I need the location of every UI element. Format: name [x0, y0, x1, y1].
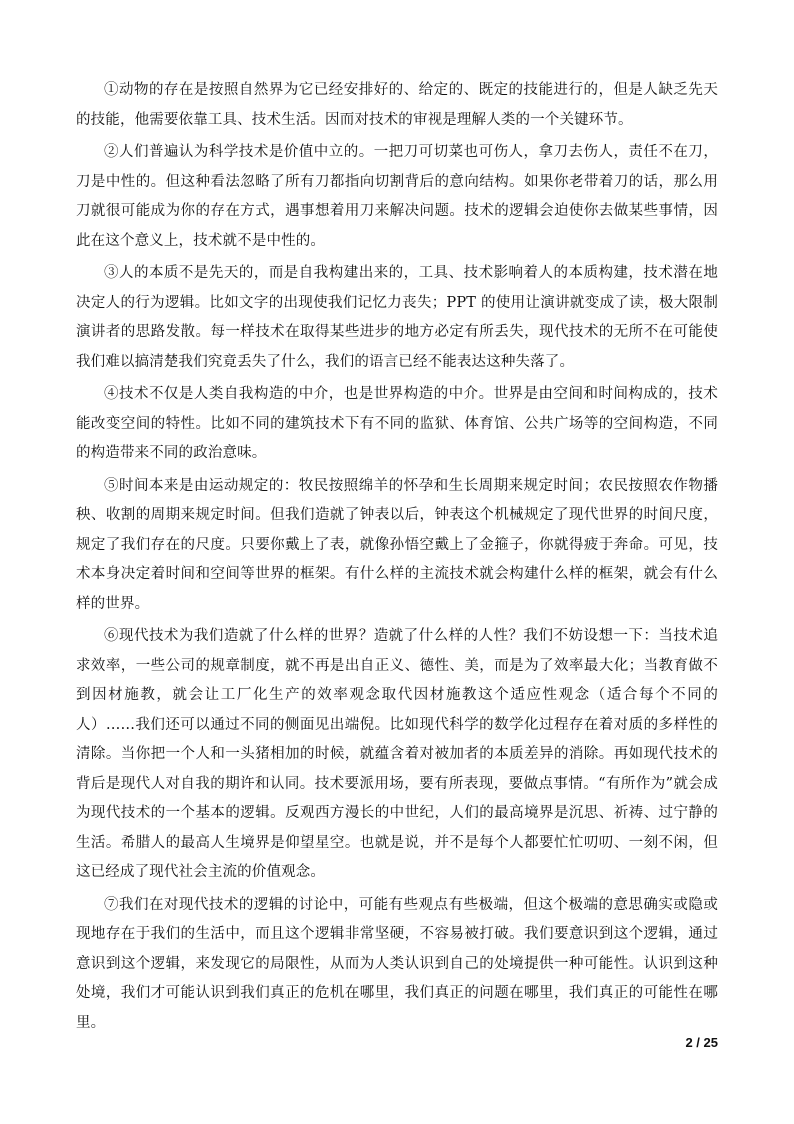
paragraph-7: ⑦我们在对现代技术的逻辑的讨论中，可能有些观点有些极端，但这个极端的意思确实或隐或现地存在于我们的生活中，而且这个逻辑非常坚硬，不容易被打破。我们要意识到这个逻辑，通过意识到这个逻辑，来发现它的局限性，从而为人类认识到自己的处境提供一种可能性。认识到这种处境，我们才可能认识到我们真正的危机在哪里，我们真正的问题在哪里，我们真正的可能性在哪里。	[76, 896, 718, 1031]
paragraph-1: ①动物的存在是按照自然界为它已经安排好的、给定的、既定的技能进行的，但是人缺乏先天的技能，他需要依靠工具、技术生活。因而对技术的审视是理解人类的一个关键环节。	[76, 82, 718, 128]
paragraph-6: ⑥现代技术为我们造就了什么样的世界？造就了什么样的人性？我们不妨设想一下：当技术追求效率，一些公司的规章制度，就不再是出自正义、德性、美，而是为了效率最大化；当教育做不到因材施教，就会让工厂化生产的效率观念取代因材施教这个适应性观念（适合每个不同的人）……我们还可以通过不同的侧面见出端倪。比如现代科学的数学化过程存在着对质的多样性的清除。当你把一个人和一头猪相加的时候，就蕴含着对被加者的本质差异的消除。再如现代技术的背后是现代人对自我的期许和认同。技术要派用场，要有所表现，要做点事情。“有所作为”就会成为现代技术的一个基本的逻辑。反观西方漫长的中世纪，人们的最高境界是沉思、祈祷、过宁静的生活。希腊人的最高人生境界是仰望星空。也就是说，并不是每个人都要忙忙叨叨、一刻不闲，但这已经成了现代社会主流的价值观念。	[76, 628, 718, 880]
article-body	[76, 76, 718, 1041]
paragraph-4: ④技术不仅是人类自我构造的中介，也是世界构造的中介。世界是由空间和时间构成的，技术能改变空间的特性。比如不同的建筑技术下有不同的监狱、体育馆、公共广场等的空间构造，不同的构造带来不同的政治意味。	[76, 386, 718, 461]
page-number: 2 / 25	[685, 1035, 718, 1050]
paragraph-3: ③人的本质不是先天的，而是自我构建出来的，工具、技术影响着人的本质构建，技术潜在地决定人的行为逻辑。比如文字的出现使我们记忆力丧失；PPT 的使用让演讲就变成了读，极大限制演讲者的思路发散。每一样技术在取得某些进步的地方必定有所丢失，现代技术的无所不在可能使我们难以搞清楚我们究竟丢失了什么，我们的语言已经不能表达这种失落了。	[76, 265, 718, 370]
paragraph-5: ⑤时间本来是由运动规定的：牧民按照绵羊的怀孕和生长周期来规定时间；农民按照农作物播秧、收割的周期来规定时间。但我们造就了钟表以后，钟表这个机械规定了现代世界的时间尺度，规定了我们存在的尺度。只要你戴上了表，就像孙悟空戴上了金箍子，你就得疲于奔命。可见，技术本身决定着时间和空间等世界的框架。有什么样的主流技术就会构建什么样的框架，就会有什么样的世界。	[76, 477, 718, 612]
paragraph-2: ②人们普遍认为科学技术是价值中立的。一把刀可切菜也可伤人，拿刀去伤人，责任不在刀，刀是中性的。但这种看法忽略了所有刀都指向切割背后的意向结构。如果你老带着刀的话，那么用刀就很可能成为你的存在方式，遇事想着用刀来解决问题。技术的逻辑会迫使你去做某些事情，因此在这个意义上，技术就不是中性的。	[76, 144, 718, 249]
